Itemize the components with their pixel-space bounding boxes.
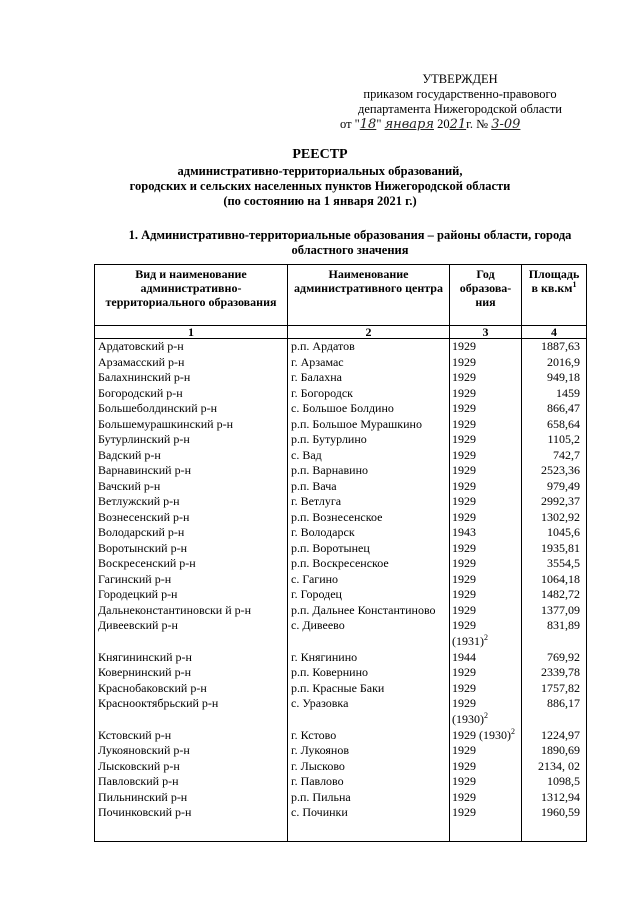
cell-center: г. Лукоянов (288, 743, 450, 759)
cell-name: Варнавинский р-н (95, 463, 288, 479)
col-number-2: 2 (288, 326, 450, 339)
cell-area: 1064,18 (522, 572, 587, 588)
cell-year: 1929 (450, 774, 522, 790)
registry-table (94, 264, 587, 842)
cell-name: Краснооктябрьский р-н (95, 696, 288, 728)
cell-center: р.п. Воротынец (288, 541, 450, 557)
cell-name: Вадский р-н (95, 448, 288, 464)
cell-name: Бутурлинский р-н (95, 432, 288, 448)
cell-area: 1312,94 (522, 790, 587, 806)
cell-year: 1929 (450, 401, 522, 417)
cell-name: Лысковский р-н (95, 759, 288, 775)
cell-year: 1929 $(1931)^2$ (450, 618, 522, 650)
cell-name: Вознесенский р-н (95, 510, 288, 526)
handwritten-month: января (384, 117, 434, 132)
table-row (95, 774, 587, 790)
cell-area: 769,92 (522, 650, 587, 666)
cell-area: 742,7 (522, 448, 587, 464)
cell-center: р.п. Большое Мурашкино (288, 417, 450, 433)
cell-name: Ветлужский р-н (95, 494, 288, 510)
cell-year: 1929 $(1930)^2$ (450, 728, 522, 744)
cell-name: Дивеевский р-н (95, 618, 288, 650)
table-row (95, 603, 587, 619)
table-row (95, 525, 587, 541)
table-row (95, 790, 587, 806)
table-row (95, 479, 587, 495)
cell-year: 1929 (450, 510, 522, 526)
table-row (95, 681, 587, 697)
cell-name: Воскресенский р-н (95, 556, 288, 572)
col-number-1: 1 (95, 326, 288, 339)
cell-area: 1890,69 (522, 743, 587, 759)
cell-area: 1377,09 (522, 603, 587, 619)
cell-area: 886,17 (522, 696, 587, 728)
col-number-4: 4 (522, 326, 587, 339)
table-row (95, 572, 587, 588)
cell-year: 1929 (450, 386, 522, 402)
table-row (95, 448, 587, 464)
cell-year: 1929 (450, 463, 522, 479)
cell-year: 1929 (450, 743, 522, 759)
cell-year: 1929 (450, 587, 522, 603)
cell-year: 1929 (450, 805, 522, 842)
table-row (95, 494, 587, 510)
table-row (95, 587, 587, 603)
cell-center: р.п. Ковернино (288, 665, 450, 681)
cell-area: 3554,5 (522, 556, 587, 572)
cell-name: Ардатовский р-н (95, 339, 288, 355)
handwritten-day: 18 (359, 117, 377, 132)
title-line-3: (по состоянию на 1 января 2021 г.) (223, 194, 417, 208)
cell-area: 1459 (522, 386, 587, 402)
cell-year: 1929 (450, 494, 522, 510)
cell-center: г. Володарск (288, 525, 450, 541)
cell-year: 1929 (450, 417, 522, 433)
cell-name: Ковернинский р-н (95, 665, 288, 681)
cell-center: р.п. Ардатов (288, 339, 450, 355)
cell-center: с. Вад (288, 448, 450, 464)
cell-year: 1929 (450, 603, 522, 619)
table-row (95, 355, 587, 371)
cell-area: 979,49 (522, 479, 587, 495)
approval-date-line: от "18" января 2021г. № 3-09 (340, 117, 521, 132)
table-row (95, 696, 587, 728)
document-title (80, 147, 560, 209)
cell-center: г. Ветлуга (288, 494, 450, 510)
table-row (95, 401, 587, 417)
table-row (95, 510, 587, 526)
cell-center: р.п. Красные Баки (288, 681, 450, 697)
cell-area: 2992,37 (522, 494, 587, 510)
cell-name: Краснобаковский р-н (95, 681, 288, 697)
cell-year: 1929 (450, 759, 522, 775)
col-number-3: 3 (450, 326, 522, 339)
cell-area: 831,89 (522, 618, 587, 650)
cell-year: 1944 (450, 650, 522, 666)
cell-area: 949,18 (522, 370, 587, 386)
cell-year: 1929 (450, 665, 522, 681)
table-row (95, 665, 587, 681)
cell-area: 2339,78 (522, 665, 587, 681)
cell-center: с. Уразовка (288, 696, 450, 728)
approval-block (330, 72, 590, 132)
cell-name: Арзамасский р-н (95, 355, 288, 371)
cell-name: Дальнеконстантиновски й р-н (95, 603, 288, 619)
table-row (95, 743, 587, 759)
cell-year: 1929 (450, 572, 522, 588)
cell-year: 1929 (450, 448, 522, 464)
cell-area: 866,47 (522, 401, 587, 417)
cell-center: р.п. Вача (288, 479, 450, 495)
cell-center: г. Городец (288, 587, 450, 603)
cell-center: р.п. Пильна (288, 790, 450, 806)
cell-year: 1929 (450, 790, 522, 806)
table-row (95, 805, 587, 842)
cell-area: 1098,5 (522, 774, 587, 790)
handwritten-number: 3-09 (491, 117, 521, 132)
table-row (95, 417, 587, 433)
cell-area: 1302,92 (522, 510, 587, 526)
cell-name: Володарский р-н (95, 525, 288, 541)
table-row (95, 386, 587, 402)
section-heading: 1. Административно-территориальные образования – районы области, города областного значения (128, 228, 572, 257)
cell-area: 1887,63 (522, 339, 587, 355)
cell-center: с. Гагино (288, 572, 450, 588)
cell-year: 1929 (450, 355, 522, 371)
cell-year: 1929 (450, 339, 522, 355)
header-year: Год образова-ния (450, 265, 522, 326)
table-row (95, 759, 587, 775)
approval-order-line: приказом государственно-правового (363, 87, 557, 101)
table-row (95, 463, 587, 479)
approval-department-line: департамента Нижегородской области (358, 102, 562, 116)
table-row (95, 650, 587, 666)
cell-center: с. Дивеево (288, 618, 450, 650)
cell-name: Починковский р-н (95, 805, 288, 842)
cell-year: 1929 $(1930)^2$ (450, 696, 522, 728)
cell-area: 2016,9 (522, 355, 587, 371)
header-type-name: Вид и наименование административно-территориального образования (95, 265, 288, 326)
cell-area: 1935,81 (522, 541, 587, 557)
cell-area: 1960,59 (522, 805, 587, 842)
cell-name: Лукояновский р-н (95, 743, 288, 759)
cell-name: Воротынский р-н (95, 541, 288, 557)
cell-center: р.п. Варнавино (288, 463, 450, 479)
cell-year: 1929 (450, 479, 522, 495)
cell-area: 1224,97 (522, 728, 587, 744)
cell-area: 658,64 (522, 417, 587, 433)
cell-center: г. Лысково (288, 759, 450, 775)
cell-center: с. Починки (288, 805, 450, 842)
cell-year: 1929 (450, 541, 522, 557)
cell-area: 2134, 02 (522, 759, 587, 775)
cell-year: 1929 (450, 556, 522, 572)
cell-area: 1757,82 (522, 681, 587, 697)
table-row (95, 728, 587, 744)
cell-center: р.п. Дальнее Константиново (288, 603, 450, 619)
cell-name: Павловский р-н (95, 774, 288, 790)
header-area: Площадь в $кв.км^1$ (522, 265, 587, 326)
title-line-1: административно-территориальных образований, (177, 164, 463, 178)
table-row (95, 541, 587, 557)
header-center: Наименование административного центра (288, 265, 450, 326)
cell-center: г. Балахна (288, 370, 450, 386)
cell-area: 2523,36 (522, 463, 587, 479)
cell-center: р.п. Воскресенское (288, 556, 450, 572)
cell-name: Кстовский р-н (95, 728, 288, 744)
cell-center: г. Павлово (288, 774, 450, 790)
cell-name: Большеболдинский р-н (95, 401, 288, 417)
table-row (95, 432, 587, 448)
cell-center: с. Большое Болдино (288, 401, 450, 417)
cell-year: 1929 (450, 432, 522, 448)
cell-center: р.п. Вознесенское (288, 510, 450, 526)
cell-name: Городецкий р-н (95, 587, 288, 603)
title-main: РЕЕСТР (292, 147, 348, 162)
cell-center: г. Княгинино (288, 650, 450, 666)
cell-area: 1482,72 (522, 587, 587, 603)
approval-title: УТВЕРЖДЕН (422, 72, 498, 86)
handwritten-year: 21 (449, 117, 467, 132)
cell-name: Балахнинский р-н (95, 370, 288, 386)
cell-year: 1929 (450, 370, 522, 386)
cell-name: Богородский р-н (95, 386, 288, 402)
cell-area: 1105,2 (522, 432, 587, 448)
table-row (95, 618, 587, 650)
cell-year: 1929 (450, 681, 522, 697)
cell-name: Гагинский р-н (95, 572, 288, 588)
cell-center: г. Кстово (288, 728, 450, 744)
cell-name: Княгининский р-н (95, 650, 288, 666)
cell-center: г. Богородск (288, 386, 450, 402)
registry-table-body (95, 339, 587, 842)
cell-name: Вачский р-н (95, 479, 288, 495)
cell-name: Пильнинский р-н (95, 790, 288, 806)
table-row (95, 370, 587, 386)
table-row (95, 339, 587, 355)
cell-year: 1943 (450, 525, 522, 541)
cell-name: Большемурашкинский р-н (95, 417, 288, 433)
cell-center: р.п. Бутурлино (288, 432, 450, 448)
title-line-2: городских и сельских населенных пунктов Нижегородской области (129, 179, 511, 193)
table-row (95, 556, 587, 572)
cell-area: 1045,6 (522, 525, 587, 541)
cell-center: г. Арзамас (288, 355, 450, 371)
